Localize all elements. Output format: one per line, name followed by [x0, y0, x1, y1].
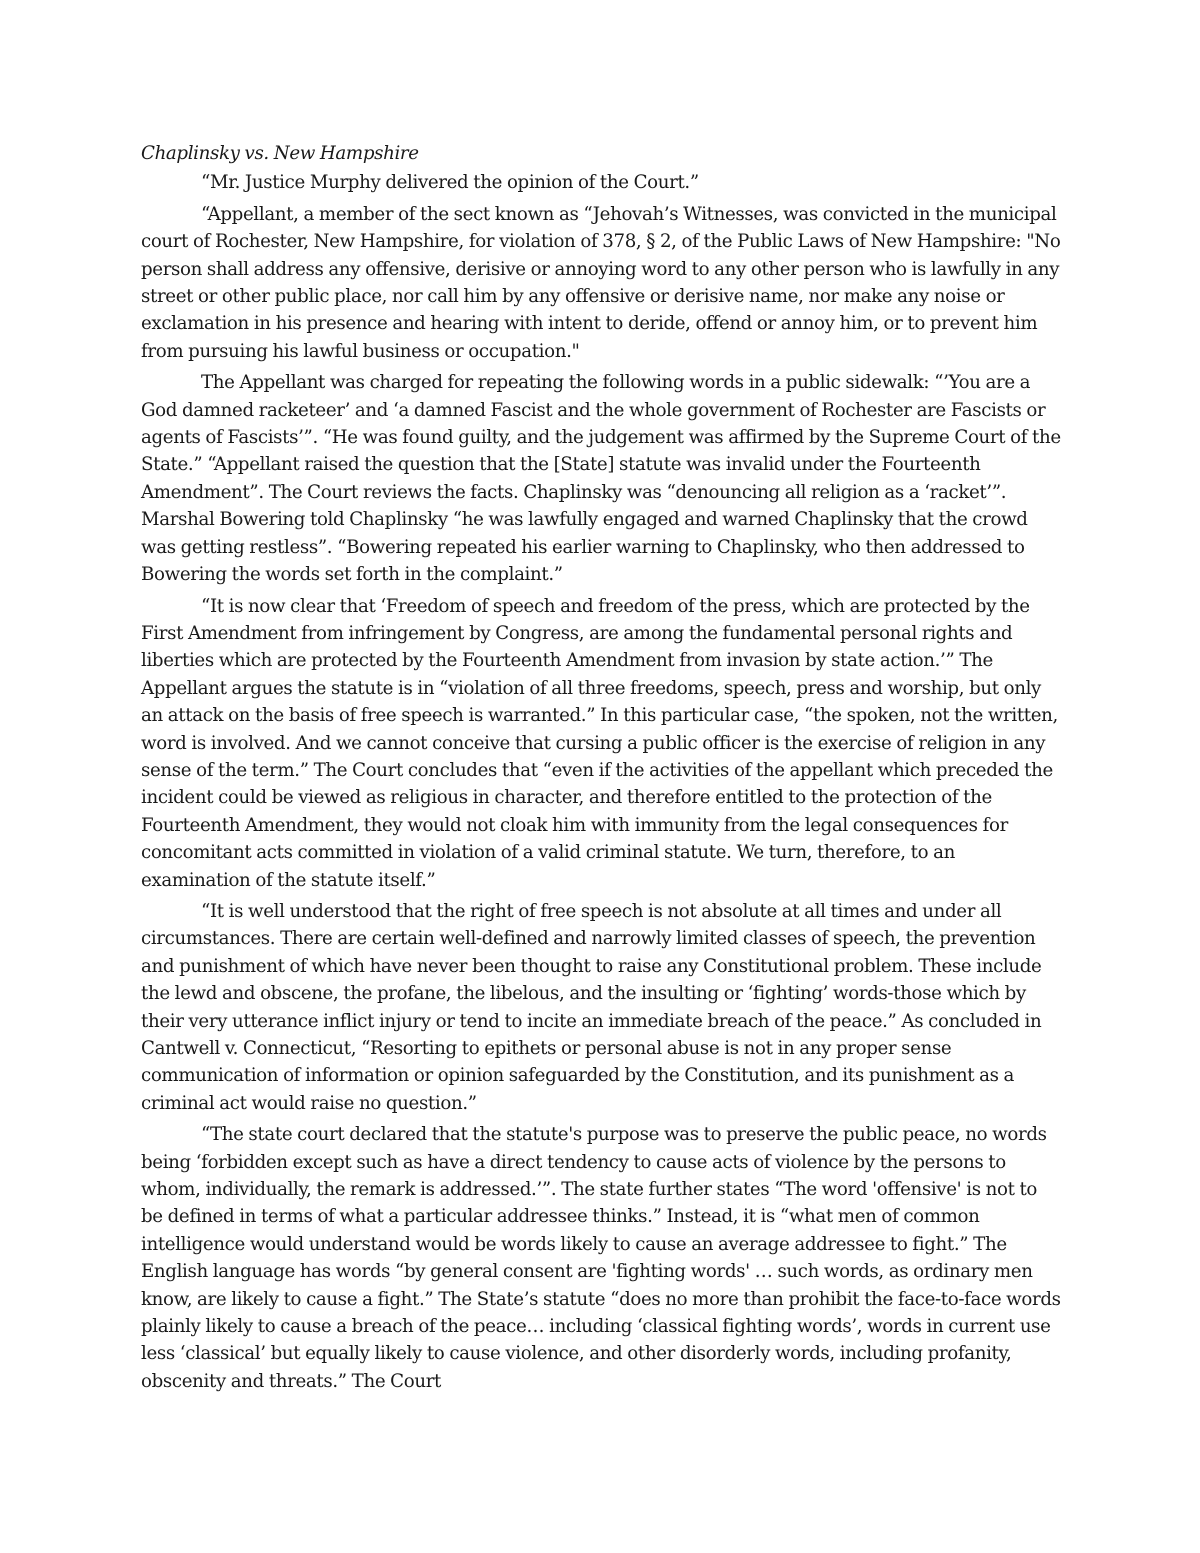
paragraph-state-court-purpose: “The state court declared that the statute's purpose was to preserve the public peace, no words being ‘forbidden except such as have a direct tendency to cause acts of violence by the persons to whom, individually, the remark is addressed.’”. The state further states “The word 'offensive' is not to be defined in terms of what a particular addressee thinks.” Instead, it is “what men of common intelligence would understand would be words likely to cause an average addressee to fight.” The English language has words “by general consent are 'fighting words' … such words, as ordinary men know, are likely to cause a fight.” The State’s statute “does no more than prohibit the face-to-face words plainly likely to cause a breach of the peace… including ‘classical fighting words’, words in current use less ‘classical’ but equally likely to cause violence, and other disorderly words, including profanity, obscenity and threats.” The Court: [141, 1124, 1061, 1392]
paragraph-freedom-of-speech: “It is now clear that ‘Freedom of speech and freedom of the press, which are protected by the First Amendment from infringement by Congress, are among the fundamental personal rights and liberties which are protected by the Fourteenth Amendment from invasion by state action.’” The Appellant argues the statute is in “violation of all three freedoms, speech, press and worship, but only an attack on the basis of free speech is warranted.” In this particular case, “the spoken, not the written, word is involved. And we cannot conceive that cursing a public officer is the exercise of religion in any sense of the term.” The Court concludes that “even if the activities of the appellant which preceded the incident could be viewed as religious in character, and therefore entitled to the protection of the Fourteenth Amendment, they would not cloak him with immunity from the legal consequences for concomitant acts committed in violation of a valid criminal statute. We turn, therefore, to an examination of the statute itself.”: [141, 595, 1058, 891]
paragraph-appellant-background: “Appellant, a member of the sect known as “Jehovah’s Witnesses, was convicted in the municipal court of Rochester, New Hampshire, for violation of 378, § 2, of the Public Laws of New Hampshire: "No person shall address any offensive, derisive or annoying word to any other person who is lawfully in any street or other public place, nor call him by any offensive or derisive name, nor make any noise or exclamation in his presence and hearing with intent to deride, offend or annoy him, or to prevent him from pursuing his lawful business or occupation.": [141, 203, 1061, 362]
paragraph-limited-speech-classes: “It is well understood that the right of free speech is not absolute at all times and under all circumstances. There are certain well-defined and narrowly limited classes of speech, the prevention and punishment of which have never been thought to raise any Constitutional problem. These include the lewd and obscene, the profane, the libelous, and the insulting or ‘fighting’ words-those which by their very utterance inflict injury or tend to incite an immediate breach of the peace.” As concluded in Cantwell v. Connecticut, “Resorting to epithets or personal abuse is not in any proper sense communication of information or opinion safeguarded by the Constitution, and its punishment as a criminal act would raise no question.”: [141, 900, 1042, 1114]
document-body: [141, 140, 1061, 1399]
document-title: Chaplinsky vs. New Hampshire: [141, 143, 419, 164]
paragraph-opinion-intro: “Mr. Justice Murphy delivered the opinion of the Court.”: [201, 172, 699, 194]
paragraph-charges-facts: The Appellant was charged for repeating the following words in a public sidewalk: “’You are a God damned racketeer’ and ‘a damned Fascist and the whole government of Rochester are Fascists or agents of Fascists’”. “He was found guilty, and the judgement was affirmed by the Supreme Court of the State.” “Appellant raised the question that the [State] statute was invalid under the Fourteenth Amendment”. The Court reviews the facts. Chaplinsky was “denouncing all religion as a ‘racket’”. Marshal Bowering told Chaplinsky “he was lawfully engaged and warned Chaplinsky that the crowd was getting restless”. “Bowering repeated his earlier warning to Chaplinsky, who then addressed to Bowering the words set forth in the complaint.”: [141, 372, 1061, 586]
